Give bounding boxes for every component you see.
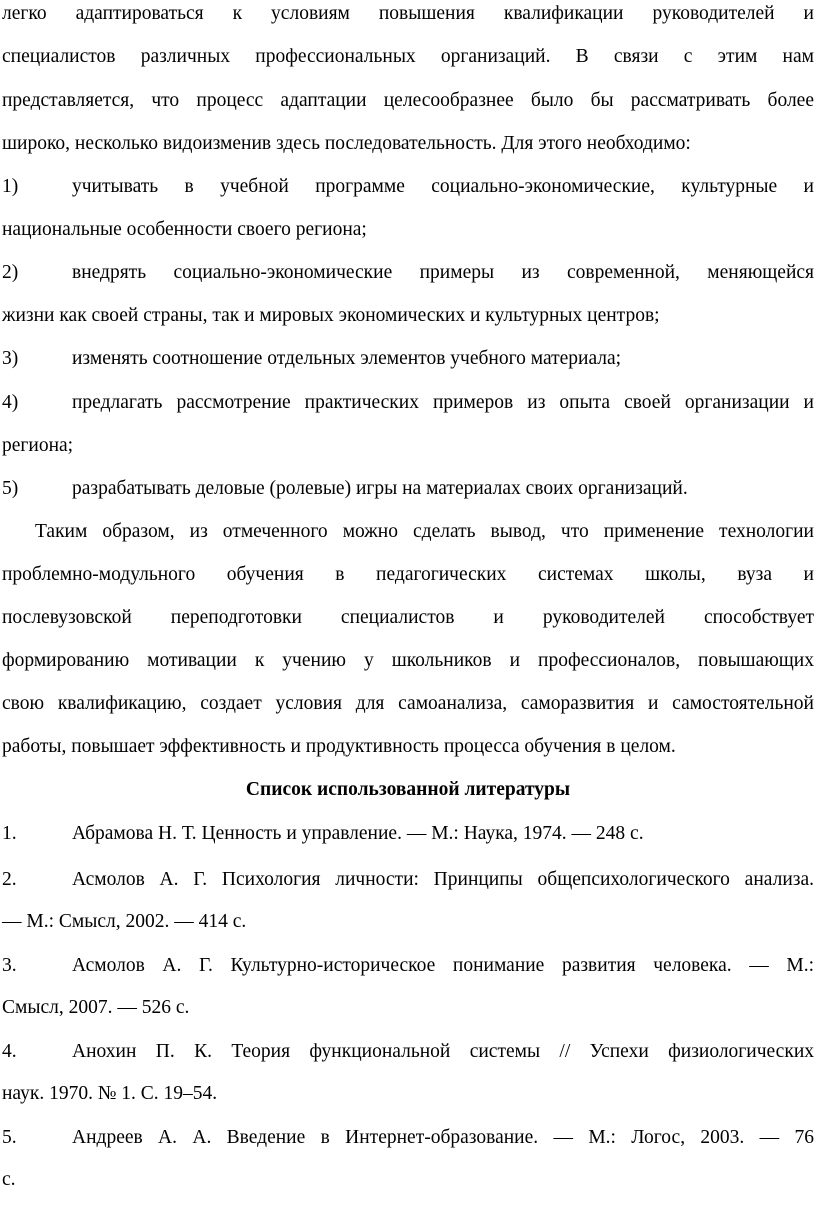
reference-number: 3. <box>2 955 17 976</box>
step-continuation: национальные особенности своего региона; <box>2 219 367 240</box>
reference-item <box>2 1124 814 1152</box>
step-continuation: жизни как своей страны, так и мировых экономических и культурных центров; <box>2 305 660 326</box>
reference-item <box>2 1038 814 1066</box>
conclusion-line: Таким образом, из отмеченного можно сделать вывод, что применение технологии <box>35 521 814 542</box>
reference-continuation: с. <box>2 1169 16 1190</box>
reference-continuation: — М.: Смысл, 2002. — 414 с. <box>2 911 247 932</box>
reference-text: Асмолов А. Г. Психология личности: Принципы общепсихологического анализа. <box>72 869 814 890</box>
intro-line: представляется, что процесс адаптации целесообразнее было бы рассматривать более <box>2 90 814 111</box>
intro-line: легко адаптироваться к условиям повышения квалификации руководителей и <box>2 3 814 24</box>
reference-item <box>2 820 814 848</box>
step-text: разрабатывать деловые (ролевые) игры на материалах своих организаций. <box>72 478 688 499</box>
reference-continuation: Смысл, 2007. — 526 с. <box>2 997 190 1018</box>
intro-line: специалистов различных профессиональных организаций. В связи с этим нам <box>2 46 814 67</box>
step-text: учитывать в учебной программе социально-экономические, культурные и <box>72 176 814 197</box>
step-item <box>2 173 814 201</box>
step-text: внедрять социально-экономические примеры из современной, меняющейся <box>72 262 814 283</box>
references-heading: Список использованной литературы <box>245 779 571 800</box>
reference-number: 1. <box>2 823 17 844</box>
conclusion-line: работы, повышает эффективность и продуктивность процесса обучения в целом. <box>2 736 676 757</box>
reference-text: Анохин П. К. Теория функциональной системы // Успехи физиологических <box>72 1041 814 1062</box>
reference-number: 2. <box>2 869 17 890</box>
step-item <box>2 389 814 417</box>
reference-continuation: наук. 1970. № 1. С. 19–54. <box>2 1083 218 1104</box>
reference-item <box>2 952 814 980</box>
step-number: 3) <box>2 348 19 369</box>
conclusion-line: послевузовской переподготовки специалистов и руководителей способствует <box>2 607 814 628</box>
reference-number: 4. <box>2 1041 17 1062</box>
step-number: 4) <box>2 392 19 413</box>
step-number: 5) <box>2 478 19 499</box>
step-item <box>2 475 814 503</box>
step-text: изменять соотношение отдельных элементов учебного материала; <box>72 348 622 369</box>
step-number: 1) <box>2 176 19 197</box>
conclusion-line: свою квалификацию, создает условия для самоанализа, саморазвития и самостоятельной <box>2 693 814 714</box>
reference-text: Андреев А. А. Введение в Интернет-образование. — М.: Логос, 2003. — 76 <box>72 1127 814 1148</box>
reference-text: Абрамова Н. Т. Ценность и управление. — М.: Наука, 1974. — 248 с. <box>72 823 644 844</box>
intro-line: широко, несколько видоизменив здесь последовательность. Для этого необходимо: <box>2 133 691 154</box>
step-number: 2) <box>2 262 19 283</box>
conclusion-line: проблемно-модульного обучения в педагогических системах школы, вуза и <box>2 564 814 585</box>
step-text: предлагать рассмотрение практических примеров из опыта своей организации и <box>72 392 814 413</box>
reference-item <box>2 866 814 894</box>
reference-number: 5. <box>2 1127 17 1148</box>
conclusion-line: формированию мотивации к учению у школьников и профессионалов, повышающих <box>2 650 814 671</box>
step-item <box>2 345 814 373</box>
step-item <box>2 259 814 287</box>
step-continuation: региона; <box>2 435 74 456</box>
reference-text: Асмолов А. Г. Культурно-историческое понимание развития человека. — М.: <box>72 955 814 976</box>
